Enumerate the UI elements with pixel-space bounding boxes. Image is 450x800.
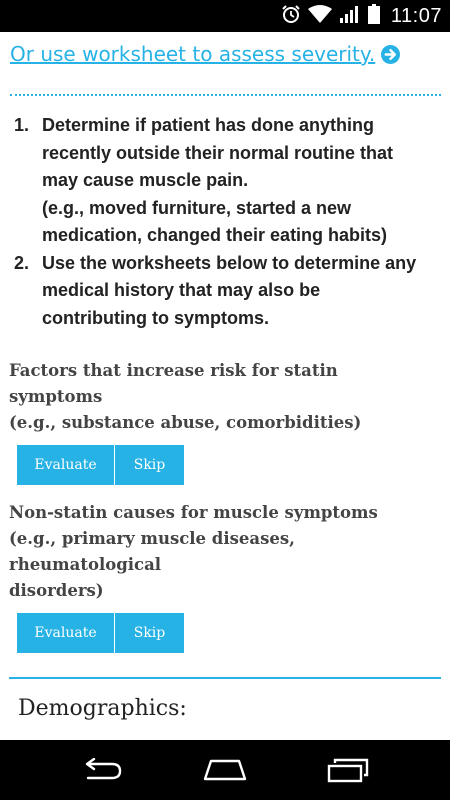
steps-list	[14, 112, 434, 332]
step-line: medication, changed their eating habits)	[42, 225, 388, 245]
main-content	[0, 32, 450, 740]
step-line: recently outside their normal routine that	[42, 142, 394, 163]
back-button[interactable]	[72, 750, 132, 790]
skip-risk-factors-button[interactable]: Skip	[114, 445, 184, 485]
step-item	[14, 250, 434, 333]
step-text	[42, 250, 434, 333]
back-icon[interactable]	[80, 758, 124, 782]
section-line: (e.g., substance abuse, comorbidities)	[9, 413, 362, 432]
evaluate-risk-factors-button[interactable]: Evaluate	[17, 445, 114, 485]
status-bar	[0, 0, 450, 32]
step-number: 1.	[14, 115, 30, 135]
risk-factors-button-group	[17, 445, 429, 485]
worksheet-link[interactable]	[10, 42, 400, 66]
status-icons	[281, 0, 442, 32]
worksheet-link-label[interactable]: Or use worksheet to assess severity.	[10, 42, 376, 66]
non-statin-causes-section	[9, 500, 429, 653]
step-line: (e.g., moved furniture, started a new	[42, 197, 352, 218]
section-line: disorders)	[9, 581, 104, 600]
demographics-heading: Demographics:	[18, 696, 187, 721]
step-line: may cause muscle pain.	[42, 170, 249, 190]
recent-apps-button[interactable]	[318, 750, 378, 790]
arrow-circle-right-icon[interactable]	[381, 45, 400, 64]
section-line: Factors that increase risk for statin symptoms	[9, 361, 338, 406]
step-number: 2.	[14, 252, 30, 273]
skip-non-statin-causes-button[interactable]: Skip	[114, 613, 184, 653]
home-icon[interactable]	[201, 757, 249, 783]
risk-factors-description	[9, 358, 429, 436]
step-line: contributing to symptoms.	[42, 307, 269, 328]
dotted-divider	[10, 94, 441, 96]
non-statin-causes-button-group	[17, 613, 429, 653]
step-line: Determine if patient has done anything	[42, 115, 375, 135]
non-statin-causes-description	[9, 500, 429, 604]
clock-time: 11:07	[390, 4, 442, 27]
step-text	[42, 112, 434, 250]
section-line: (e.g., primary muscle diseases, rheumatological	[9, 529, 295, 574]
recent-apps-icon[interactable]	[326, 757, 370, 783]
step-item	[14, 112, 434, 250]
evaluate-non-statin-causes-button[interactable]: Evaluate	[17, 613, 114, 653]
battery-icon	[368, 4, 380, 29]
home-button[interactable]	[195, 750, 255, 790]
section-divider	[9, 677, 441, 679]
risk-factors-section	[9, 358, 429, 485]
signal-icon	[339, 4, 361, 29]
step-line: Use the worksheets below to determine any	[42, 252, 417, 273]
wifi-icon	[308, 4, 332, 29]
alarm-icon	[281, 4, 301, 29]
section-line: Non-statin causes for muscle symptoms	[9, 503, 378, 522]
step-line: medical history that may also be	[42, 280, 321, 300]
navigation-bar	[0, 740, 450, 800]
